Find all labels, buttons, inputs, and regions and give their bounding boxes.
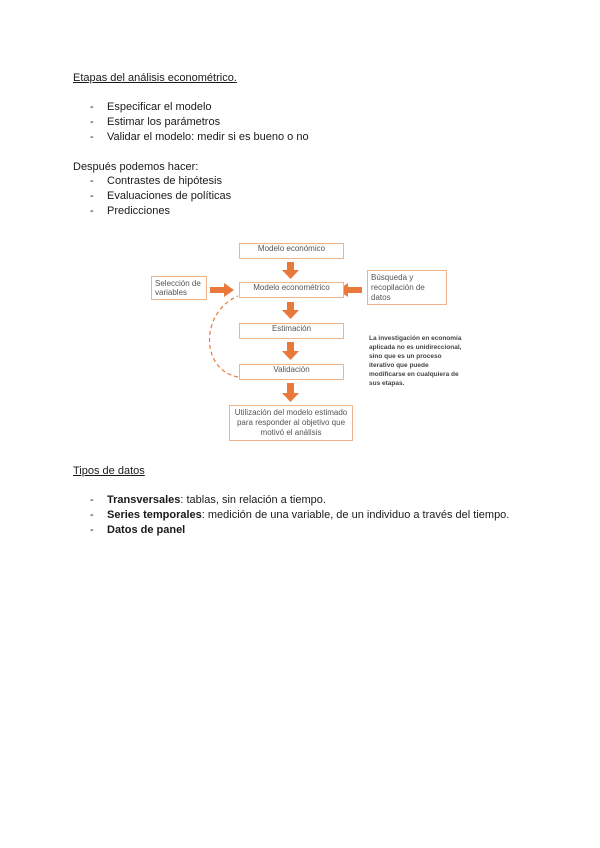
arrow-down-2 [282, 302, 299, 319]
list-item: - Series temporales: medición de una variable, de un individuo a través del tiempo. [90, 509, 510, 521]
list-item: - Transversales: tablas, sin relación a tiempo. [90, 494, 326, 506]
box-modelo-economico: Modelo económico [239, 243, 344, 259]
arrow-down-4 [282, 383, 299, 402]
tipos-datos-list [90, 493, 509, 538]
list-item: - Datos de panel [90, 524, 186, 536]
box-seleccion-variables: Selección de variables [151, 276, 207, 300]
box-modelo-econometrico: Modelo econométrico [239, 282, 344, 298]
list-item: - Estimar los parámetros [90, 116, 221, 128]
list-item: - Contrastes de hipótesis [90, 175, 222, 187]
box-busqueda-datos: Búsqueda y recopilación de datos [367, 270, 447, 305]
list-item: - Evaluaciones de políticas [90, 190, 232, 202]
diagram-note: La investigación en economía aplicada no es unidireccional, sino que es un proceso iterativo que puede modificarse en cualquiera de sus etapas. [369, 335, 462, 387]
section-title-tipos-datos: Tipos de datos [73, 465, 145, 477]
box-validacion: Validación [239, 364, 344, 380]
list-item: - Especificar el modelo [90, 101, 212, 113]
list-item: - Validar el modelo: medir si es bueno o no [90, 131, 309, 143]
arrow-right [210, 283, 234, 297]
despues-intro: Después podemos hacer: [73, 161, 199, 173]
list-item: - Predicciones [90, 205, 170, 217]
box-utilizacion: Utilización del modelo estimado para responder al objetivo que motivó el análisis [229, 405, 353, 441]
feedback-loop [210, 296, 239, 377]
arrow-down-1 [282, 262, 299, 279]
arrow-down-3 [282, 342, 299, 360]
section-title-etapas: Etapas del análisis econométrico. [73, 72, 237, 84]
box-estimacion: Estimación [239, 323, 344, 339]
